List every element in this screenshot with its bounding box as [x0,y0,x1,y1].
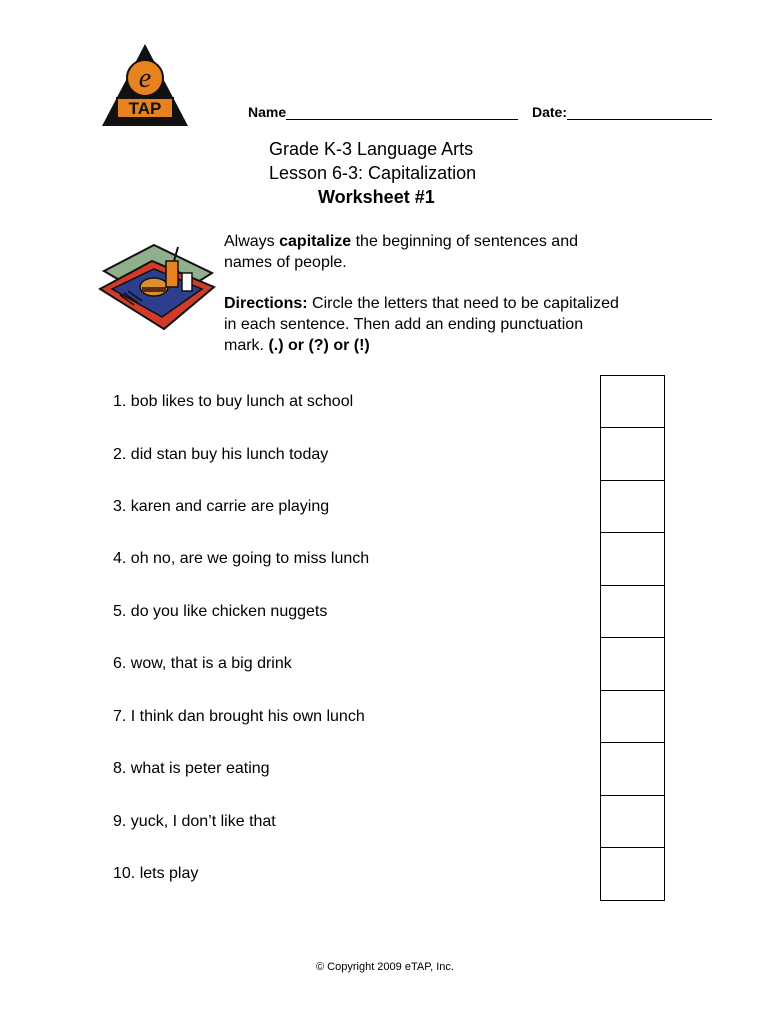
copyright-text: © Copyright 2009 eTAP, Inc. [316,961,454,973]
question-5: 5. do you like chicken nuggets [113,603,328,620]
answer-box-6[interactable] [600,637,665,691]
answer-box-8[interactable] [600,742,665,796]
answer-box-1[interactable] [600,375,665,428]
answer-box-9[interactable] [600,795,665,848]
directions-label: Directions: [224,295,308,312]
directions-text: Directions: Circle the letters that need to be capitalized in each sentence. Then add an ending punctuation mark. (.) or (?) or (!) [224,295,619,354]
question-8: 8. what is peter eating [113,760,270,777]
answer-box-7[interactable] [600,690,665,743]
directions-marks: (.) or (?) or (!) [268,337,370,354]
question-9: 9. yuck, I don’t like that [113,813,276,830]
logo-letters-tap: TAP [128,99,162,118]
answer-box-10[interactable] [600,847,665,901]
question-2: 2. did stan buy his lunch today [113,446,329,463]
question-3: 3. karen and carrie are playing [113,498,330,515]
date-label: Date: [532,104,568,120]
title-worksheet: Worksheet #1 [318,187,435,207]
lunch-tray-illustration [98,243,216,331]
title-lesson: Lesson 6-3: Capitalization [269,163,477,183]
question-10: 10. lets play [113,865,199,882]
date-line[interactable] [567,105,712,120]
answer-box-3[interactable] [600,480,665,533]
intro-text: Always capitalize the beginning of sentences and names of people. [224,233,578,271]
name-field[interactable] [248,104,518,120]
question-6: 6. wow, that is a big drink [113,655,292,672]
etap-logo [100,40,190,130]
question-1: 1. bob likes to buy lunch at school [113,393,354,410]
answer-box-2[interactable] [600,427,665,481]
date-field[interactable] [532,104,712,120]
answer-box-4[interactable] [600,532,665,586]
question-4: 4. oh no, are we going to miss lunch [113,550,370,567]
question-7: 7. I think dan brought his own lunch [113,708,365,725]
answer-box-5[interactable] [600,585,665,638]
name-label: Name [248,104,287,120]
logo-letter-e: e [138,63,152,94]
title-grade: Grade K-3 Language Arts [269,139,474,159]
name-line[interactable] [286,105,518,120]
intro-bold-word: capitalize [279,233,352,250]
